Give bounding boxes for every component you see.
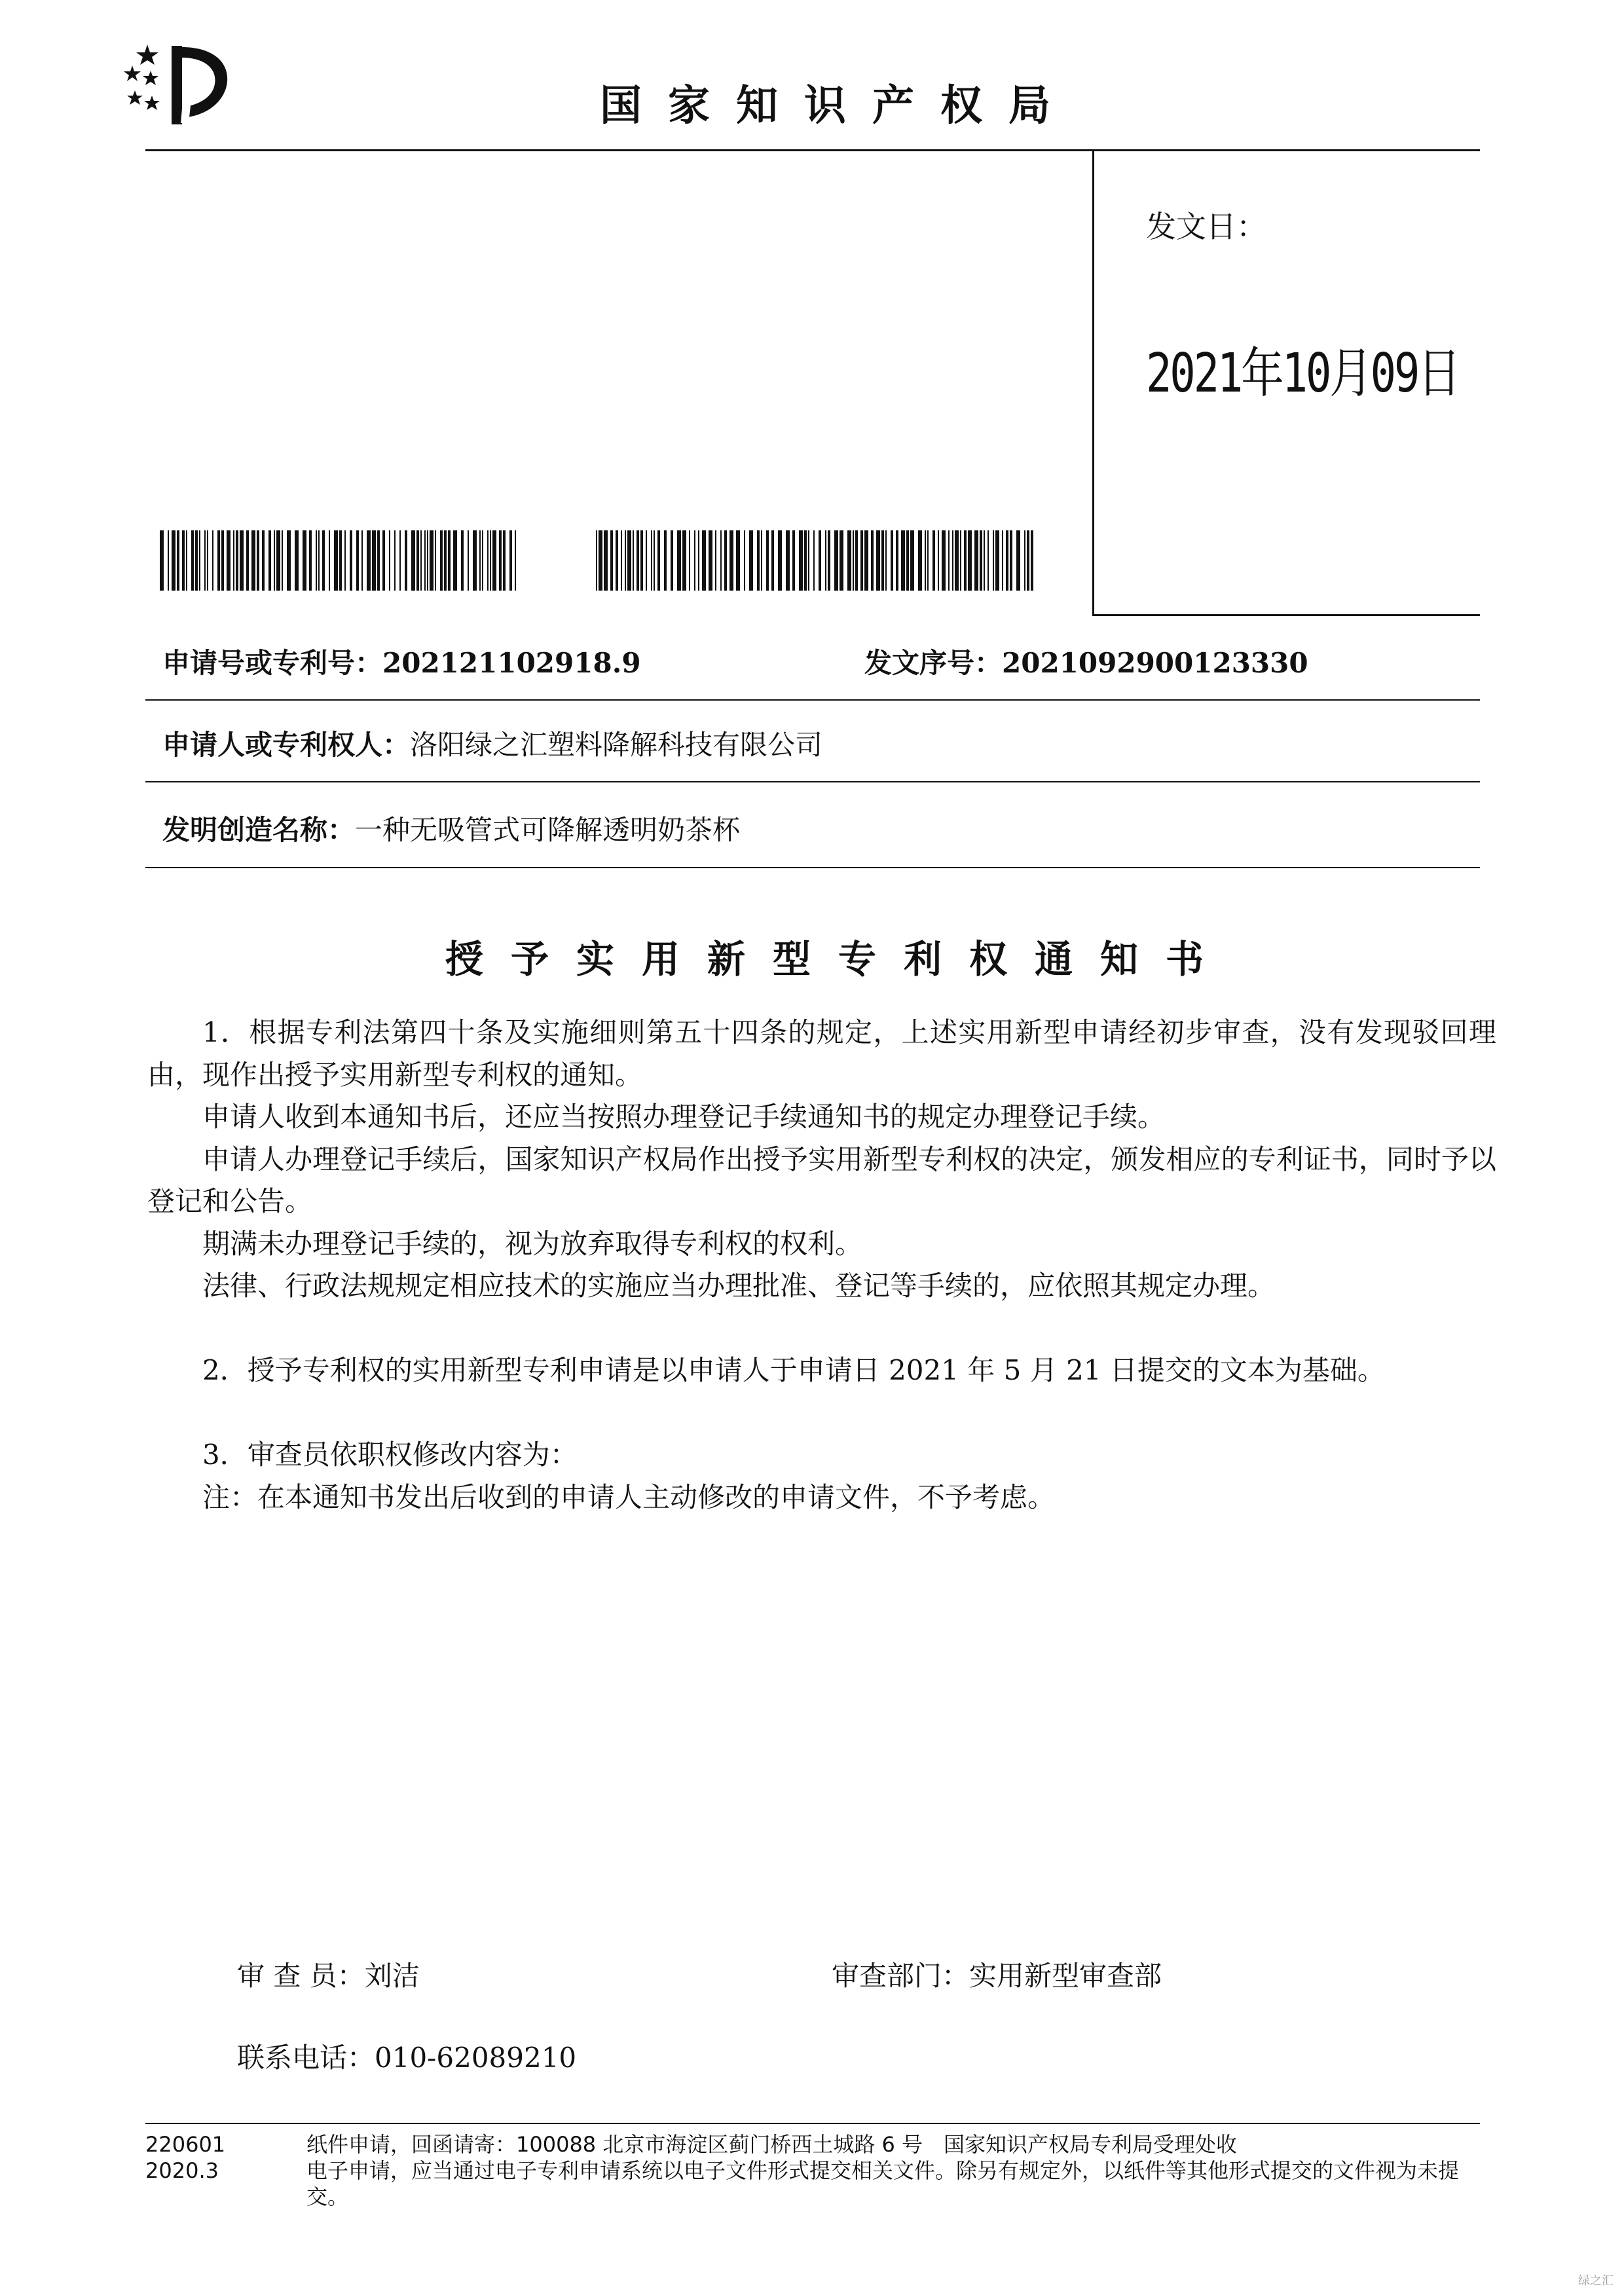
issue-date-label: 发文日： [1146,209,1266,244]
department-field [832,1955,1162,1994]
paragraph-6: 2．授予专利权的实用新型专利申请是以申请人于申请日 2021 年 5 月 21 日提交的文本为基础。 [202,1354,1385,1386]
date-box-divider [1092,149,1094,615]
barcode-2 [596,530,1033,591]
application-number-field [162,642,641,681]
applicant-field [162,724,822,763]
barcode-1 [160,530,521,591]
field-divider-3 [145,867,1480,868]
paragraph-7: 3．审查员依职权修改内容为： [202,1439,578,1471]
serial-number-value: 2021092900123330 [1002,647,1308,679]
footer-notes [306,2131,1498,2210]
footer-divider [145,2123,1480,2124]
form-version: 2020.3 [145,2158,219,2183]
serial-number-label: 发文序号： [864,647,1003,679]
examiner-value: 刘洁 [364,1960,420,1992]
issue-date-value: 2021年10月09日 [1146,342,1459,405]
footer-line-2: 电子申请，应当通过电子专利申请系统以电子文件形式提交相关文件。除另有规定外，以纸件等其他形式提交的文件视为未提交。 [306,2158,1460,2209]
office-name: 国家知识产权局 [600,82,1077,130]
phone-field [237,2036,576,2076]
top-section-divider [1092,614,1480,616]
department-value: 实用新型审查部 [969,1960,1162,1992]
application-number-label: 申请号或专利号： [162,647,383,679]
paragraph-1: 1．根据专利法第四十条及实施细则第五十四条的规定，上述实用新型申请经初步审查，没有发现驳回理由，现作出授予实用新型专利权的通知。 [147,1016,1496,1091]
examiner-field [237,1955,420,1994]
footer-line-1: 纸件申请，回函请寄：100088 北京市海淀区蓟门桥西土城路 6 号 国家知识产权局专利局受理处收 [306,2132,1238,2157]
invention-label: 发明创造名称： [162,814,356,846]
phone-value: 010-62089210 [375,2042,577,2074]
watermark: 绿之汇 [1578,2274,1614,2288]
paragraph-4: 期满未办理登记手续的，视为放弃取得专利权的权利。 [202,1227,863,1260]
phone-label: 联系电话： [237,2042,375,2074]
invention-value: 一种无吸管式可降解透明奶茶杯 [355,814,741,846]
department-label: 审查部门： [832,1960,970,1992]
notice-body [147,1012,1496,1518]
paragraph-8: 注：在本通知书发出后收到的申请人主动修改的申请文件，不予考虑。 [202,1480,1056,1513]
field-divider-1 [145,699,1480,701]
invention-field [162,809,740,848]
applicant-label: 申请人或专利权人： [162,729,411,761]
paragraph-2: 申请人收到本通知书后，还应当按照办理登记手续通知书的规定办理登记手续。 [202,1101,1166,1133]
form-code: 220601 [145,2132,226,2157]
examiner-label: 审 查 员： [237,1960,365,1992]
paragraph-3: 申请人办理登记手续后，国家知识产权局作出授予实用新型专利权的决定，颁发相应的专利证书，同时予以登记和公告。 [147,1143,1496,1217]
paragraph-5: 法律、行政法规规定相应技术的实施应当办理批准、登记等手续的，应依照其规定办理。 [202,1270,1276,1302]
field-divider-2 [145,781,1480,782]
serial-number-field [864,642,1308,681]
applicant-value: 洛阳绿之汇塑料降解科技有限公司 [410,729,823,761]
document-title: 授予实用新型专利权通知书 [445,937,1231,982]
header-divider [145,149,1480,151]
application-number-value: 202121102918.9 [382,647,641,679]
